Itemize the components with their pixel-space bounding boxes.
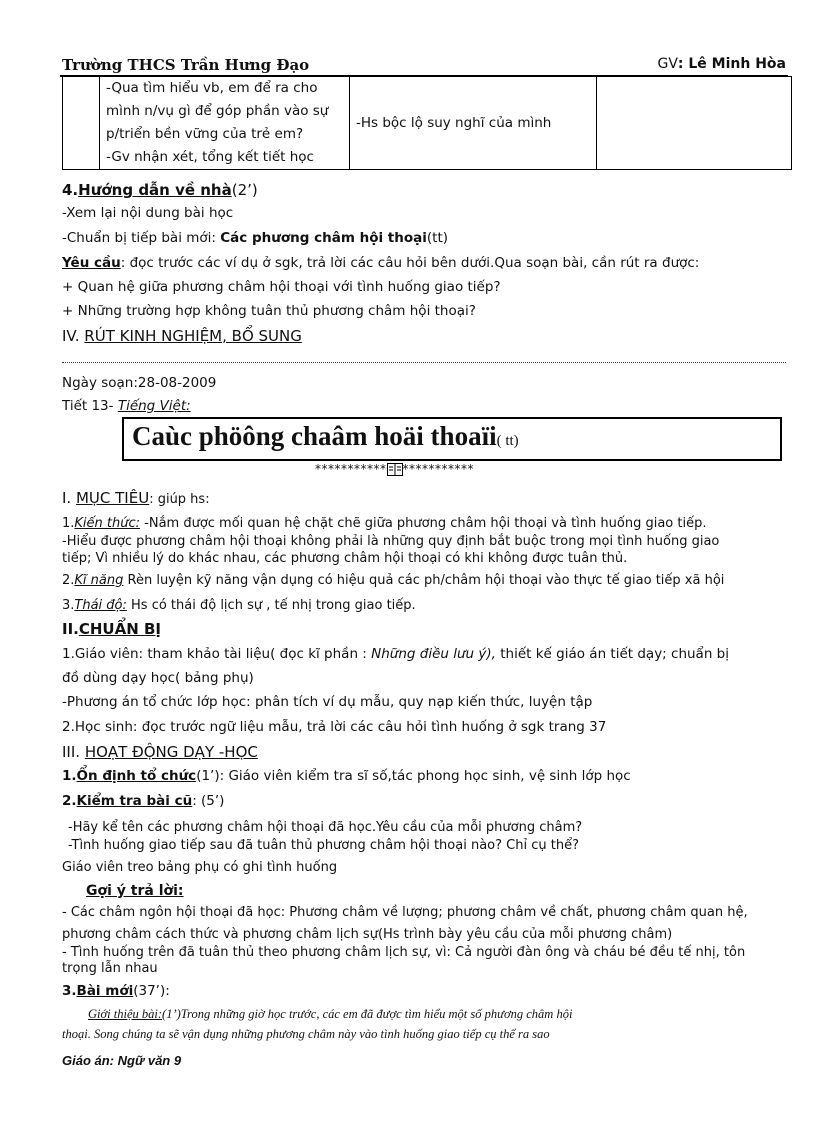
table-cell-empty xyxy=(63,77,100,170)
lesson-period: Tiết 13- Tiếng Việt: xyxy=(62,398,191,414)
preparation-teacher: 1.Giáo viên: tham khảo tài liệu( đọc kĩ phần : Những điều lưu ý), thiết kế giáo án tiết dạy; chuẩn bị xyxy=(62,646,729,662)
homework-heading xyxy=(62,181,258,199)
book-icon xyxy=(387,463,403,476)
objective-skills: 2.Kĩ năng Rèn luyện kỹ năng vận dụng có hiệu quả các ph/châm hội thoại vào thực tế giao tiếp xã hội xyxy=(62,573,725,588)
heading-time: (2’) xyxy=(231,181,258,199)
objectives-heading: I. MỤC TIÊU: giúp hs: xyxy=(62,489,210,507)
preparation-heading: II.CHUẨN BỊ xyxy=(62,620,162,638)
table-cell-empty xyxy=(597,77,792,170)
activities-heading: III. HOẠT ĐỘNG DẠY -HỌC xyxy=(62,743,258,761)
homework-line: -Xem lại nội dung bài học xyxy=(62,205,234,221)
objective-attitude: 3.Thái độ: Hs có thái độ lịch sự , tế nhị trong giao tiếp. xyxy=(62,598,416,613)
section-iv-heading: IV. RÚT KINH NGHIỆM, BỔ SUNG xyxy=(62,327,302,345)
school-name: Trường THCS Trần Hưng Đạo xyxy=(62,56,310,74)
check-note: Giáo viên treo bảng phụ có ghi tình huống xyxy=(62,860,338,875)
table-row xyxy=(63,77,792,170)
activity-organize: 1.Ổn định tổ chức(1’): Giáo viên kiểm tra sĩ số,tác phong học sinh, vệ sinh lớp học xyxy=(62,768,631,784)
activity-table xyxy=(62,76,792,170)
table-cell-teacher xyxy=(100,77,350,170)
dotted-divider xyxy=(62,362,786,363)
stars-divider: *********** *********** xyxy=(315,462,474,476)
lesson-date: Ngày soạn:28-08-2009 xyxy=(62,375,217,391)
activity-new-lesson: 3.Bài mới(37’): xyxy=(62,983,170,999)
hint-label: Gợi ý trả lời: xyxy=(86,883,184,899)
preparation-line: đồ dùng dạy học( bảng phụ) xyxy=(62,670,254,686)
preparation-student: 2.Học sinh: đọc trước ngữ liệu mẫu, trả lời các câu hỏi tình huống ở sgk trang 37 xyxy=(62,719,607,735)
objective-knowledge: 1.Kiến thức: -Nắm được mối quan hệ chặt chẽ giữa phương châm hội thoại và tình huống giao tiếp. xyxy=(62,516,707,531)
objective-line: tiếp; Vì nhiều lý do khác nhau, các phương châm hội thoại có khi không được tuân thủ. xyxy=(62,551,628,566)
homework-line: + Những trường hợp không tuân thủ phương châm hội thoại? xyxy=(62,303,476,319)
teacher-name: : Lê Minh Hòa xyxy=(677,56,786,72)
teacher-label: GV xyxy=(657,56,678,72)
cell-line: p/triển bền vững của trẻ em? xyxy=(106,126,304,142)
heading-num: 4. xyxy=(62,181,79,199)
check-question: -Tình huống giao tiếp sau đã tuân thủ phương châm hội thoại nào? Chỉ cụ thể? xyxy=(68,838,579,853)
homework-line: -Chuẩn bị tiếp bài mới: Các phương châm hội thoại(tt) xyxy=(62,230,449,246)
hint-line: - Các châm ngôn hội thoại đã học: Phương châm về lượng; phương châm về chất, phương châm quan hệ, xyxy=(62,905,748,920)
hint-line: phương châm cách thức và phương châm lịch sự(Hs trình bày yêu cầu của mỗi phương châm) xyxy=(62,927,673,942)
lesson-title: Caùc phöông chaâm hoäi thoaïi( tt) xyxy=(132,421,519,451)
homework-requirement: Yêu cầu: đọc trước các ví dụ ở sgk, trả lời các câu hỏi bên dưới.Qua soạn bài, cần rút ra được: xyxy=(62,255,700,271)
check-question: -Hãy kể tên các phương châm hội thoại đã học.Yêu cầu của mỗi phương châm? xyxy=(68,820,583,835)
table-cell-student: -Hs bộc lộ suy nghĩ của mình xyxy=(350,77,597,170)
objective-line: -Hiểu được phương châm hội thoại không phải là những quy định bắt buộc trong mọi tình huống giao xyxy=(62,534,720,549)
teacher xyxy=(657,56,786,72)
activity-check: 2.Kiểm tra bài cũ: (5’) xyxy=(62,793,225,809)
cell-line: -Qua tìm hiểu vb, em để ra cho xyxy=(106,80,318,96)
preparation-line: -Phương án tổ chức lớp học: phân tích ví dụ mẫu, quy nạp kiến thức, luyện tập xyxy=(62,694,593,710)
cell-line: -Gv nhận xét, tổng kết tiết học xyxy=(106,149,314,165)
cell-line: mình n/vụ gì để góp phần vào sự xyxy=(106,103,329,119)
footer-text: Giáo án: Ngữ văn 9 xyxy=(62,1053,182,1068)
hint-line: - Tình huống trên đã tuân thủ theo phương châm lịch sự, vì: Cả người đàn ông và cháu bé đều tế nhị, tôn xyxy=(62,945,746,960)
intro-line: Giới thiệu bài:(1’)Trong những giờ học trước, các em đã được tìm hiểu một số phương châm hội xyxy=(88,1007,573,1021)
hint-line: trọng lẫn nhau xyxy=(62,961,158,976)
intro-line: thoại. Song chúng ta sẽ vận dụng những phương châm này vào tình huống giao tiếp cụ thể ra sao xyxy=(62,1027,550,1041)
homework-line: + Quan hệ giữa phương châm hội thoại với tình huống giao tiếp? xyxy=(62,279,501,295)
heading-text: Hướng dẫn về nhà xyxy=(78,181,232,199)
